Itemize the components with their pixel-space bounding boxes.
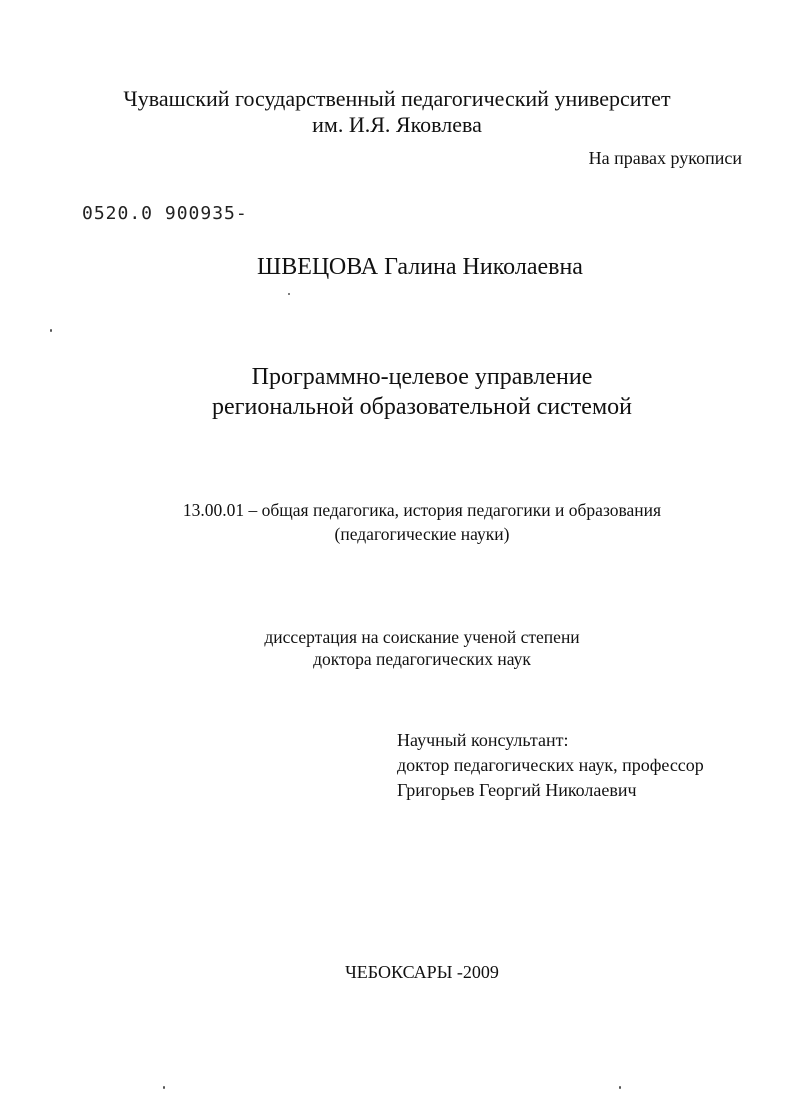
catalog-number: 0520.0 900935- (82, 203, 248, 224)
university-line-2: им. И.Я. Яковлева (312, 112, 482, 137)
consultant-credentials: доктор педагогических наук, профессор (397, 755, 704, 775)
university-line-1: Чувашский государственный педагогический университет (123, 86, 671, 111)
consultant-name: Григорьев Георгий Николаевич (397, 780, 637, 800)
author-name: ШВЕЦОВА Галина Николаевна (257, 254, 583, 280)
title-line-1: Программно-целевое управление (251, 364, 593, 390)
specialty-line-1: 13.00.01 – общая педагогика, история педагогики и образования (182, 500, 662, 520)
scan-speck (50, 329, 52, 332)
degree-line-1: диссертация на соискание ученой степени (264, 627, 580, 647)
scientific-consultant (397, 728, 704, 803)
consultant-label: Научный консультант: (397, 730, 569, 750)
degree-statement (0, 626, 794, 670)
specialty-line-2: (педагогические науки) (334, 524, 510, 544)
dissertation-title (0, 362, 794, 422)
city-year: ЧЕБОКСАРЫ -2009 (345, 962, 499, 982)
rights-note: На правах рукописи (588, 148, 742, 168)
scan-speck (163, 1086, 165, 1089)
scan-speck (288, 293, 290, 295)
degree-line-2: доктора педагогических наук (313, 649, 531, 669)
scan-speck (619, 1086, 621, 1089)
title-line-2: региональной образовательной системой (212, 394, 632, 420)
specialty-code (0, 498, 794, 546)
university-name (0, 86, 794, 138)
